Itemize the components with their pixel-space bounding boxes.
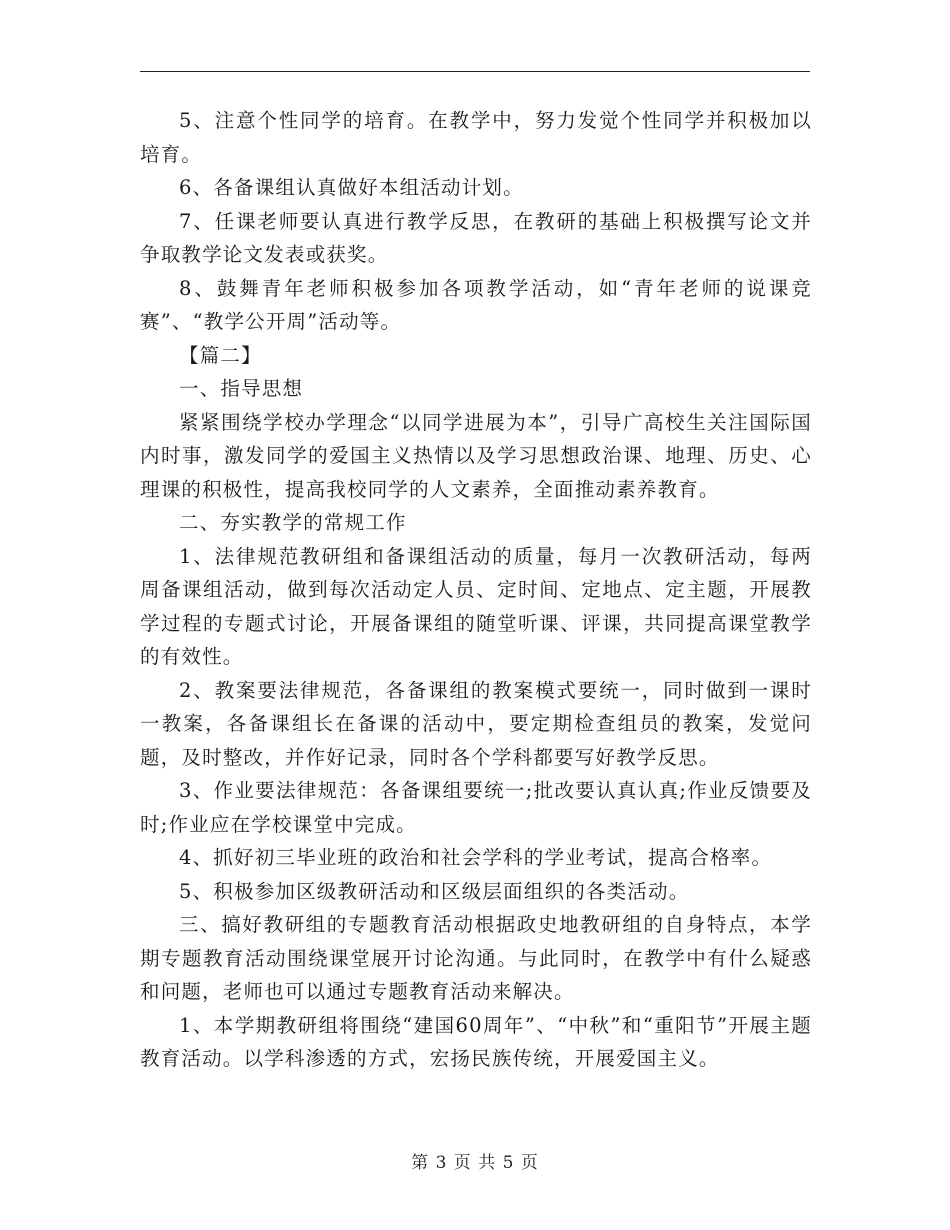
paragraph-special-1: 1、本学期教研组将围绕“建国60周年”、“中秋”和“重阳节”开展主题教育活动。以学科渗透的方式，宏扬民族传统，开展爱国主义。 [140,1013,812,1070]
page-number-footer: 第 3 页 共 5 页 [411,1153,539,1173]
section-heading-part2: 【篇二】 [179,343,262,367]
heading-special-education: 三、搞好教研组的专题教育活动根据政史地教研组的自身特点，本学期专题教育活动围绕课堂展开讨论沟通。与此同时，在教学中有什么疑惑和问题，老师也可以通过专题教育活动来解决。 [140,913,812,1003]
paragraph-routine-1: 1、法律规范教研组和备课组活动的质量，每月一次教研活动，每两周备课组活动，做到每次活动定人员、定时间、定地点、定主题，开展教学过程的专题式讨论，开展备课组的随堂听课、评课，共同提高课堂教学的有效性。 [140,544,812,668]
paragraph-routine-5: 5、积极参加区级教研活动和区级层面组织的各类活动。 [179,879,690,903]
paragraph-routine-4: 4、抓好初三毕业班的政治和社会学科的学业考试，提高合格率。 [179,846,773,869]
paragraph-item7: 7、任课老师要认真进行教学反思，在教研的基础上积极撰写论文并争取教学论文发表或获奖。 [140,209,812,266]
heading-guiding-thought: 一、指导思想 [179,377,304,400]
paragraph-item6: 6、各备课组认真做好本组活动计划。 [179,176,524,199]
paragraph-item8: 8、鼓舞青年老师积极参加各项教学活动，如“青年老师的说课竞赛”、“教学公开周”活动等。 [140,276,812,333]
header-rule [140,71,810,72]
paragraph-guiding-thought: 紧紧围绕学校办学理念“以同学进展为本”，引导广高校生关注国际国内时事，激发同学的爱国主义热情以及学习思想政治课、地理、历史、心理课的积极性，提高我校同学的人文素养，全面推动素养教育。 [140,410,812,501]
document-body [140,104,812,1076]
heading-routine-work: 二、夯实教学的常规工作 [179,511,407,534]
paragraph-routine-2: 2、教案要法律规范，各备课组的教案模式要统一，同时做到一课时一教案，各备课组长在备课的活动中，要定期检查组员的教案，发觉问题，及时整改，并作好记录，同时各个学科都要写好教学反思。 [140,678,812,769]
paragraph-item5: 5、注意个性同学的培育。在教学中，努力发觉个性同学并积极加以培育。 [140,109,812,166]
paragraph-routine-3: 3、作业要法律规范：各备课组要统一;批改要认真认真;作业反馈要及时;作业应在学校课堂中完成。 [140,779,812,836]
